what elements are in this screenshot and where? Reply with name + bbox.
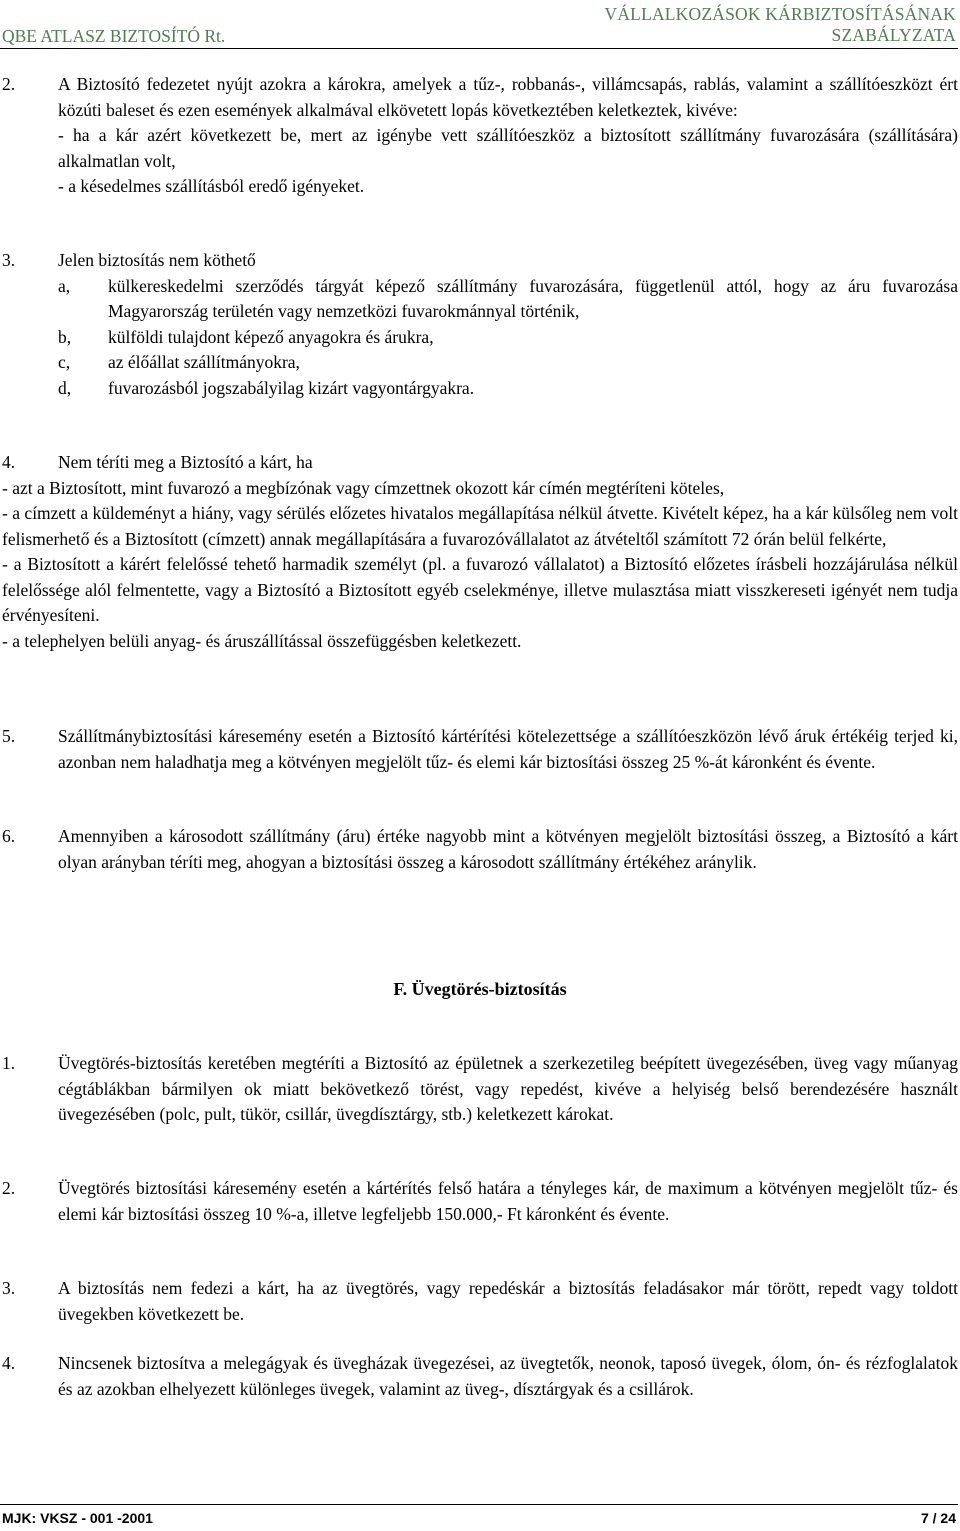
page-header xyxy=(0,0,960,48)
clause-number: 3. xyxy=(2,1278,16,1298)
glass-clause-4 xyxy=(0,1351,958,1402)
clause-text: Jelen biztosítás nem köthető xyxy=(58,250,256,270)
sub-item-label: d, xyxy=(58,377,72,398)
glass-clause-1 xyxy=(0,1051,958,1128)
sub-item-label: b, xyxy=(58,326,72,347)
header-divider xyxy=(0,48,958,49)
sub-item-text: az élőállat szállítmányokra, xyxy=(108,352,300,372)
sub-item-text: külföldi tulajdont képező anyagokra és árukra, xyxy=(108,326,434,347)
sub-item-text: fuvarozásból jogszabályilag kizárt vagyontárgyakra. xyxy=(108,377,475,398)
clause-text: A Biztosító fedezetet nyújt azokra a károkra, amelyek a tűz-, robbanás-, villámcsapás, rablás, valamint a szállítóeszközt ért közúti baleset és ezen események alkalmával elkövetett lopás következtében keletkeztek, kivéve: xyxy=(58,74,958,120)
section-heading: F. Üvegtörés-biztosítás xyxy=(393,979,567,999)
page-number: 7 / 24 xyxy=(920,1510,956,1526)
sub-item-a xyxy=(58,274,958,325)
sub-item-d xyxy=(58,376,958,402)
clause-number: 6. xyxy=(2,826,16,846)
clause-exception: - a címzett a küldeményt a hiány, vagy sérülés előzetes hivatalos megállapítása nélkül átvette. Kivételt képez, ha a kár külsőleg nem volt felismerhető és a Biztosított (címzett) annak megállapítására a fuvarozóvállalatot az átvételtől számított 72 órán belül felkérte, xyxy=(2,503,958,549)
clause-text: Szállítmánybiztosítási káresemény esetén a Biztosító kártérítési kötelezettsége a szállítóeszközön lévő áruk értékéig terjed ki, azonban nem haladhatja meg a kötvényen megjelölt tűz- és elemi kár biztosítási összeg 25 %-át káronként és évente. xyxy=(58,726,958,772)
clause-text: Nem téríti meg a Biztosító a kárt, ha xyxy=(58,452,313,472)
document-title-line2: SZABÁLYZATA xyxy=(831,25,956,45)
glass-clause-3 xyxy=(0,1276,958,1327)
clause-text: Üvegtörés biztosítási káresemény esetén a kártérítés felső határa a tényleges kár, de maximum a kötvényen megjelölt tűz- és elemi kár biztosítási összeg 10 %-a, illetve legfeljebb 150.000,- Ft káronként és évente. xyxy=(58,1178,958,1224)
clause-3 xyxy=(0,248,958,401)
clause-text: Nincsenek biztosítva a melegágyak és üvegházak üvegezései, az üvegtetők, neonok, taposó üvegek, ólom, ón- és rézfoglalatok és az azokban elhelyezett különleges üvegek, valamint az üveg-, dísztárgyak és a csillárok. xyxy=(58,1353,958,1399)
clause-exception: - a telephelyen belüli anyag- és áruszállítással összefüggésben keletkezett. xyxy=(2,630,522,651)
clause-number: 2. xyxy=(2,74,16,94)
clause-text: Amennyiben a károsodott szállítmány (áru) értéke nagyobb mint a kötvényen megjelölt biztosítási összeg, a Biztosító a kárt olyan arányban téríti meg, ahogyan a biztosítási összeg a károsodott szállítmány értékéhez aránylik. xyxy=(58,826,958,872)
clause-text: Üvegtörés-biztosítás keretében megtéríti a Biztosító az épületnek a szerkezetileg beépített üvegezésében, üveg vagy műanyag cégtáblákban bármilyen ok miatt bekövetkező törést, vagy repedést, kivéve a helyiség belső berendezésére használt üvegezésében (polc, pult, tükör, csillár, üvegdísztárgy, stb.) keletkezett károkat. xyxy=(58,1053,958,1124)
company-name: QBE ATLASZ BIZTOSÍTÓ Rt. xyxy=(2,26,226,46)
clause-5 xyxy=(0,724,958,775)
clause-number: 4. xyxy=(2,452,16,472)
sub-item-label: c, xyxy=(58,352,71,372)
sub-item-b xyxy=(58,325,958,351)
clause-exception: - azt a Biztosított, mint fuvarozó a megbízónak vagy címzettnek okozott kár címén megtéríteni köteles, xyxy=(2,477,725,498)
clause-number: 4. xyxy=(2,1353,16,1373)
document-code: MJK: VKSZ - 001 -2001 xyxy=(2,1510,153,1526)
clause-number: 1. xyxy=(2,1053,16,1073)
clause-text: A biztosítás nem fedezi a kárt, ha az üvegtörés, vagy repedéskár a biztosítás feladásakor már törött, repedt vagy toldott üvegekben következett be. xyxy=(58,1278,958,1324)
sub-item-text: külkereskedelmi szerződés tárgyát képező szállítmány fuvarozására, függetlenül attól, hogy az áru fuvarozása Magyarország területén vagy nemzetközi fuvarokmánnyal történik, xyxy=(108,275,958,321)
glass-clause-2 xyxy=(0,1176,958,1227)
clause-number: 3. xyxy=(2,250,16,270)
clause-number: 5. xyxy=(2,726,16,746)
clause-2 xyxy=(0,72,958,200)
clause-4 xyxy=(0,450,958,654)
document-title-line1: VÁLLALKOZÁSOK KÁRBIZTOSÍTÁSÁNAK xyxy=(604,4,956,24)
document-title xyxy=(605,4,957,46)
clause-number: 2. xyxy=(2,1178,16,1198)
clause-6 xyxy=(0,824,958,875)
clause-exception: - a Biztosított a kárért felelőssé tehető harmadik személyt (pl. a fuvarozó vállalatot) a Biztosító előzetes írásbeli hozzájárulása nélkül felelőssége alól felmentette, vagy a Biztosító a Biztosított egyéb cselekménye, illetve mulasztása miatt visszkereseti igényét nem tudja érvényesíteni. xyxy=(2,554,958,625)
sub-item-c xyxy=(58,350,958,376)
clause-exception: - a késedelmes szállításból eredő igényeket. xyxy=(58,176,365,196)
clause-exception: - ha a kár azért következett be, mert az igénybe vett szállítóeszköz a biztosított szállítmány fuvarozására (szállítására) alkalmatlan volt, xyxy=(58,125,958,171)
sub-item-label: a, xyxy=(58,275,71,296)
footer-divider xyxy=(0,1504,958,1505)
